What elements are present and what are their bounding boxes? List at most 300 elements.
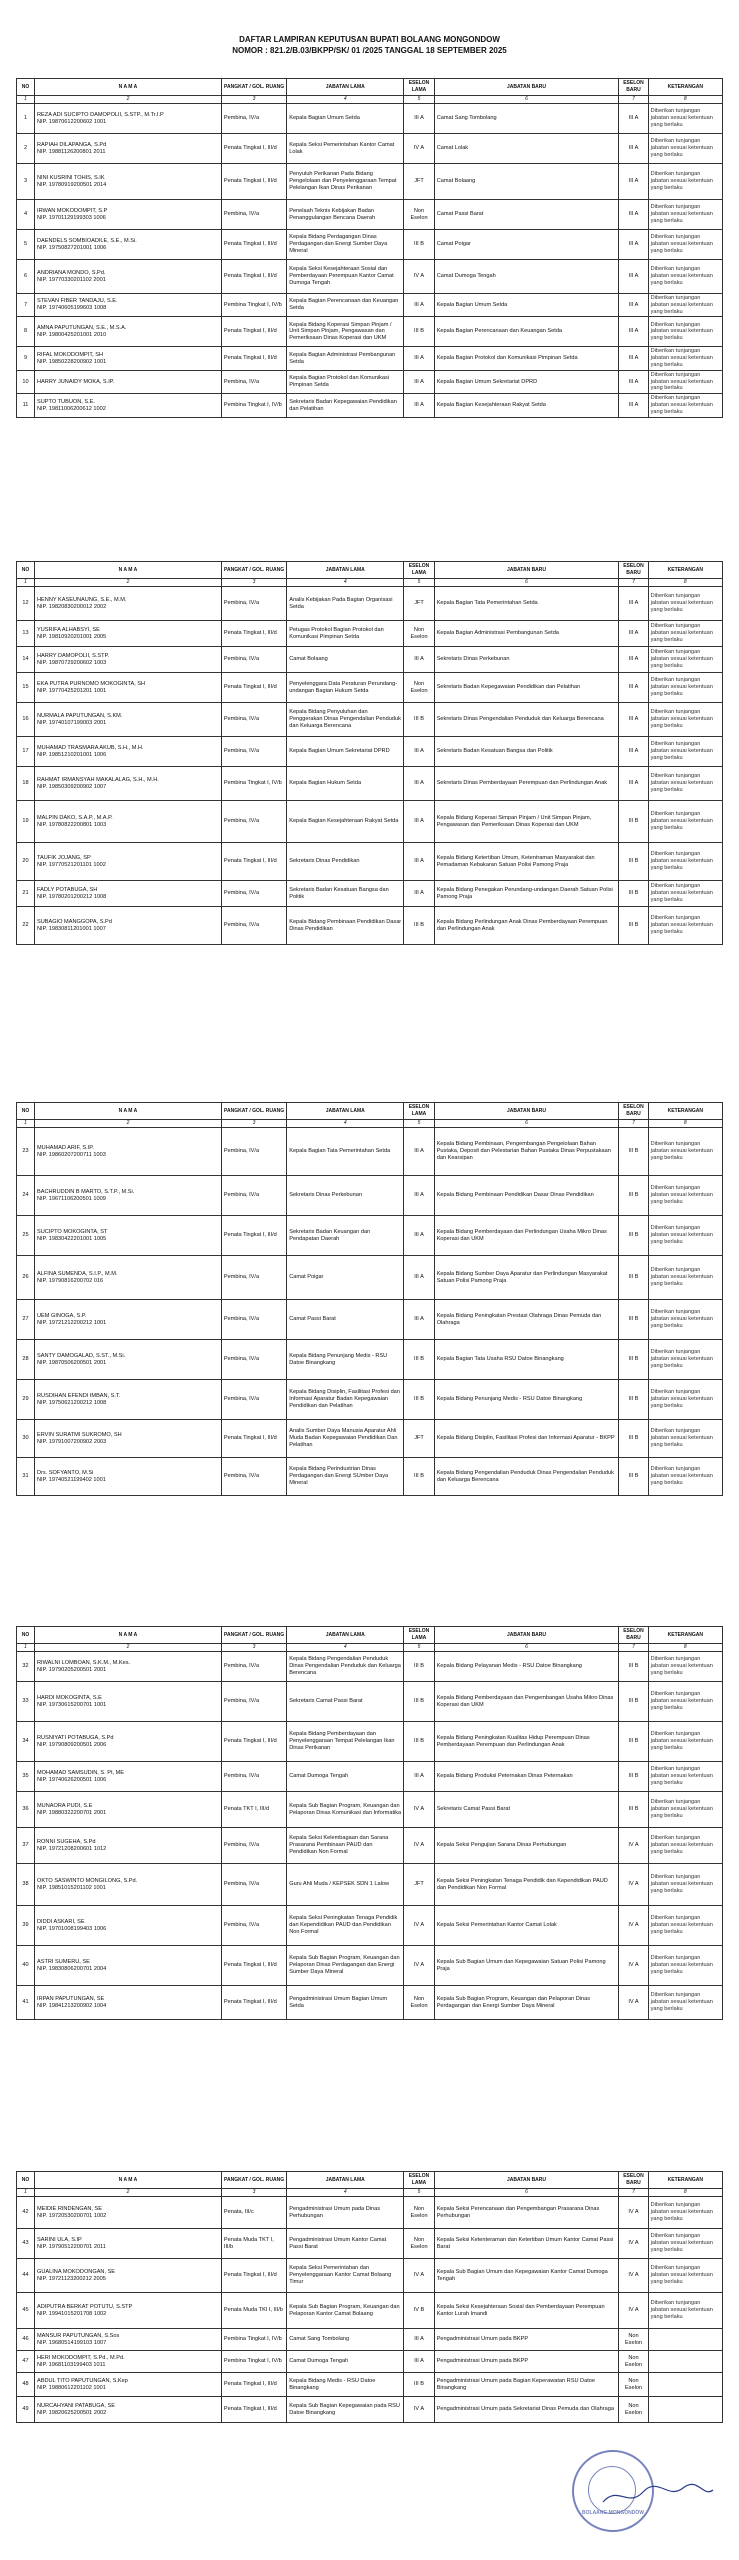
- column-header: ESELON BARU: [619, 562, 648, 579]
- row-number: 34: [17, 1722, 35, 1762]
- old-position: Camat Dumoga Tengah: [287, 2351, 404, 2373]
- new-echelon: IV A: [619, 2293, 648, 2329]
- employee-nip: NIP. 19740107199003 2001: [37, 719, 107, 726]
- employee-nip: NIP. 19810920201001 2005: [37, 633, 107, 640]
- rank-grade: Pembina, IV/a: [221, 200, 286, 230]
- employee-name: ANDRIANA MONDO, S.Pd.: [37, 269, 106, 276]
- column-header: PANGKAT / GOL. RUANG: [221, 1103, 286, 1120]
- employee-nip: NIP. 19750621200212 1008: [37, 1399, 107, 1406]
- new-echelon: III B: [619, 1792, 648, 1828]
- rank-grade: Pembina, IV/a: [221, 703, 286, 737]
- column-header: KETERANGAN: [648, 1103, 722, 1120]
- new-position: Kepala Bidang Perlindungan Anak Dinas Pemberdayaan Perempuan dan Perlindungan Anak: [434, 907, 619, 945]
- old-echelon: JFT: [404, 587, 434, 621]
- table-sheet-3: [16, 1102, 723, 1496]
- table-header-row: [17, 562, 723, 579]
- employee-cell: [35, 673, 222, 703]
- rank-grade: Penata Tingkat I, III/d: [221, 1216, 286, 1256]
- column-number: 1: [17, 579, 35, 587]
- old-echelon: Non Eselon: [404, 2197, 434, 2229]
- employee-name: NURMALA PAPUTUNGAN, S.KM.: [37, 712, 123, 719]
- employee-name: RIWALNI LOMBOAN, S.K.M., M.Kes.: [37, 1659, 131, 1666]
- row-number: 8: [17, 317, 35, 347]
- row-number: 21: [17, 881, 35, 907]
- column-header: ESELON LAMA: [404, 2172, 434, 2189]
- employee-cell: [35, 621, 222, 647]
- employee-nip: NIP. 19780201200212 1008: [37, 893, 107, 900]
- table-row: [17, 2197, 723, 2229]
- employee-nip: NIP. 19820625200501 2002: [37, 2409, 107, 2416]
- old-position: Kepala Bidang Pembinaan Pendidikan Dasar Dinas Pendidikan: [287, 907, 404, 945]
- remarks: Diberikan tunjangan jabatan sesuai ketentuan yang berlaku: [648, 1828, 722, 1864]
- new-echelon: IV A: [619, 1986, 648, 2020]
- column-number: 3: [221, 96, 286, 104]
- remarks: Diberikan tunjangan jabatan sesuai ketentuan yang berlaku: [648, 1762, 722, 1792]
- column-number: 8: [648, 96, 722, 104]
- remarks: Diberikan tunjangan jabatan sesuai ketentuan yang berlaku: [648, 394, 722, 418]
- column-header: JABATAN BARU: [434, 1103, 619, 1120]
- old-position: Kepala Seksi Kelembagaan dan Sarana Prasarana Pembinaan PAUD dan Pendidikan Non Formal: [287, 1828, 404, 1864]
- table-row: [17, 2397, 723, 2423]
- new-echelon: III A: [619, 647, 648, 673]
- column-header: NO: [17, 79, 35, 96]
- column-number: 1: [17, 1120, 35, 1128]
- new-echelon: III B: [619, 1420, 648, 1458]
- column-number: 5: [404, 96, 434, 104]
- employee-name: IRPAN PAPUTUNGAN, SE: [37, 1995, 105, 2002]
- column-number: 6: [434, 96, 619, 104]
- column-number: 4: [287, 2189, 404, 2197]
- row-number: 26: [17, 1256, 35, 1300]
- old-echelon: III A: [404, 1216, 434, 1256]
- employee-name: HERI MOKODOMPIT, S.Pd., M.Pd.: [37, 2354, 125, 2361]
- table-row: [17, 230, 723, 260]
- column-number: 1: [17, 1644, 35, 1652]
- remarks: Diberikan tunjangan jabatan sesuai ketentuan yang berlaku: [648, 907, 722, 945]
- remarks: Diberikan tunjangan jabatan sesuai ketentuan yang berlaku: [648, 1906, 722, 1946]
- employee-name: ALFINA SUMENDA, S.I.P., M.M.: [37, 1270, 118, 1277]
- row-number: 12: [17, 587, 35, 621]
- employee-name: DAENDELS SOMBIOADILE, S.E., M.Si.: [37, 237, 137, 244]
- table-sheet-2: [16, 561, 723, 945]
- employee-name: HARRY DAMOPOLII, S.STP.: [37, 652, 110, 659]
- new-echelon: III A: [619, 134, 648, 164]
- employee-nip: NIP. 19860207200711 1003: [37, 1151, 106, 1158]
- rank-grade: Penata Tingkat I, III/d: [221, 134, 286, 164]
- employee-name: YUSRIFA ALHABSYI, SE: [37, 626, 100, 633]
- table-row: [17, 1986, 723, 2020]
- remarks: Diberikan tunjangan jabatan sesuai ketentuan yang berlaku: [648, 1176, 722, 1216]
- row-number: 23: [17, 1128, 35, 1176]
- old-position: Kepala Bidang Pemberdayaan dan Penyelenggaraan Tempat Pelelangan Ikan Dinas Perikanan: [287, 1722, 404, 1762]
- old-echelon: IV A: [404, 2397, 434, 2423]
- old-position: Camat Sang Tombolang: [287, 2329, 404, 2351]
- remarks: [648, 2397, 722, 2423]
- old-position: Kepala Bidang Medis - RSU Datoe Binangkang: [287, 2373, 404, 2397]
- new-echelon: IV A: [619, 2229, 648, 2259]
- table-row: [17, 1256, 723, 1300]
- employee-name: RAPIAH DILAPANGA, S.Pd: [37, 141, 107, 148]
- rank-grade: Pembina, IV/a: [221, 737, 286, 767]
- column-number: 2: [35, 1644, 222, 1652]
- row-number: 38: [17, 1864, 35, 1906]
- table-row: [17, 703, 723, 737]
- remarks: Diberikan tunjangan jabatan sesuai ketentuan yang berlaku: [648, 1682, 722, 1722]
- employee-cell: [35, 104, 222, 134]
- old-position: Sekretaris Badan Kesatuan Bangsa dan Politik: [287, 881, 404, 907]
- row-number: 6: [17, 260, 35, 294]
- column-number-row: [17, 2189, 723, 2197]
- new-echelon: IV A: [619, 1864, 648, 1906]
- remarks: Diberikan tunjangan jabatan sesuai ketentuan yang berlaku: [648, 1652, 722, 1682]
- new-position: Sekretaris Dinas Perkebunan: [434, 647, 619, 673]
- old-echelon: IV A: [404, 260, 434, 294]
- mutation-table: [16, 1626, 723, 2020]
- mutation-table: [16, 1102, 723, 1496]
- table-row: [17, 1946, 723, 1986]
- old-position: Guru Ahli Muda / KEPSEK SDN 1 Lalow: [287, 1864, 404, 1906]
- remarks: Diberikan tunjangan jabatan sesuai ketentuan yang berlaku: [648, 370, 722, 393]
- employee-name: SUCIPTO MOKOGINTA, ST: [37, 1228, 108, 1235]
- new-position: Kepala Bagian Umum Sekretariat DPRD: [434, 370, 619, 393]
- column-header: ESELON LAMA: [404, 1627, 434, 1644]
- row-number: 40: [17, 1946, 35, 1986]
- old-position: Kepala Seksi Pemerintahan dan Penyelenggaraan Kantor Camat Bolaang Timur: [287, 2259, 404, 2293]
- employee-nip: NIP. 19851210201001 1006: [37, 751, 107, 758]
- new-position: Pengadministrasi Umum pada BKPP: [434, 2351, 619, 2373]
- rank-grade: Pembina, IV/a: [221, 1300, 286, 1340]
- old-echelon: III B: [404, 317, 434, 347]
- old-position: Sekretaris Badan Kepegawaian Pendidikan dan Pelatihan: [287, 394, 404, 418]
- employee-nip: NIP. 19721212200212 1001: [37, 1319, 107, 1326]
- table-row: [17, 1652, 723, 1682]
- signature: [598, 2480, 718, 2510]
- new-echelon: IV A: [619, 2197, 648, 2229]
- employee-cell: [35, 1458, 222, 1496]
- new-echelon: III B: [619, 1722, 648, 1762]
- old-echelon: III A: [404, 1256, 434, 1300]
- column-header: JABATAN BARU: [434, 562, 619, 579]
- column-header: N A M A: [35, 1627, 222, 1644]
- table-row: [17, 1682, 723, 1722]
- new-echelon: III B: [619, 801, 648, 843]
- row-number: 35: [17, 1762, 35, 1792]
- new-position: Sekretaris Badan Kepegawaian Pendidikan dan Pelatihan: [434, 673, 619, 703]
- employee-name: ABDUL TITO PAPUTUNGAN, S.Kep: [37, 2377, 128, 2384]
- row-number: 10: [17, 370, 35, 393]
- table-row: [17, 200, 723, 230]
- remarks: Diberikan tunjangan jabatan sesuai ketentuan yang berlaku: [648, 134, 722, 164]
- employee-cell: [35, 1792, 222, 1828]
- employee-cell: [35, 2229, 222, 2259]
- new-echelon: III A: [619, 200, 648, 230]
- new-echelon: III B: [619, 1682, 648, 1722]
- column-header: JABATAN BARU: [434, 2172, 619, 2189]
- remarks: Diberikan tunjangan jabatan sesuai ketentuan yang berlaku: [648, 621, 722, 647]
- table-row: [17, 2373, 723, 2397]
- old-echelon: Non Eselon: [404, 673, 434, 703]
- remarks: Diberikan tunjangan jabatan sesuai ketentuan yang berlaku: [648, 2259, 722, 2293]
- new-echelon: III A: [619, 317, 648, 347]
- new-echelon: III B: [619, 1340, 648, 1380]
- row-number: 31: [17, 1458, 35, 1496]
- employee-cell: [35, 2351, 222, 2373]
- employee-name: STEVAN FIBER TANDAJU, S.E.: [37, 298, 118, 305]
- new-echelon: III A: [619, 673, 648, 703]
- new-echelon: III A: [619, 737, 648, 767]
- employee-cell: [35, 2293, 222, 2329]
- new-position: Kepala Bidang Pemberdayaan dan Perlindungan Usaha Mikro Dinas Koperasi dan UKM: [434, 1216, 619, 1256]
- table-row: [17, 1300, 723, 1340]
- employee-nip: NIP. 19870729200602 1003: [37, 659, 107, 666]
- employee-nip: NIP. 19721208200601 1012: [37, 1845, 107, 1852]
- table-row: [17, 1722, 723, 1762]
- employee-cell: [35, 1420, 222, 1458]
- old-echelon: III B: [404, 2373, 434, 2397]
- table-row: [17, 394, 723, 418]
- rank-grade: Pembina, IV/a: [221, 1906, 286, 1946]
- column-number: 5: [404, 579, 434, 587]
- column-number: 3: [221, 579, 286, 587]
- old-echelon: JFT: [404, 1420, 434, 1458]
- old-position: Sekretaris Dinas Perkebunan: [287, 1176, 404, 1216]
- old-echelon: III A: [404, 347, 434, 370]
- new-position: Kepala Seksi Ketenteraman dan Ketertiban Umum Kantor Camat Passi Barat: [434, 2229, 619, 2259]
- employee-name: REZA ADI SUCIPTO DAMOPOLII, S.STP., M.Tr.I.P: [37, 111, 164, 118]
- employee-name: RAHMAT IRMANSYAH MAKALALAG, S.H., M.H.: [37, 776, 159, 783]
- employee-cell: [35, 1652, 222, 1682]
- column-header: ESELON BARU: [619, 79, 648, 96]
- table-row: [17, 1864, 723, 1906]
- remarks: Diberikan tunjangan jabatan sesuai ketentuan yang berlaku: [648, 1216, 722, 1256]
- new-position: Kepala Bidang Penunjang Medis - RSU Datoe Binangkang: [434, 1380, 619, 1420]
- employee-nip: NIP. 19791007200902 2003: [37, 1438, 107, 1445]
- table-sheet-5: [16, 2171, 723, 2423]
- remarks: Diberikan tunjangan jabatan sesuai ketentuan yang berlaku: [648, 2197, 722, 2229]
- table-row: [17, 1216, 723, 1256]
- column-number: 5: [404, 1644, 434, 1652]
- new-echelon: III B: [619, 1128, 648, 1176]
- new-echelon: III A: [619, 347, 648, 370]
- employee-nip: NIP. 19800425201001 2010: [37, 331, 107, 338]
- column-header: KETERANGAN: [648, 1627, 722, 1644]
- column-number-row: [17, 579, 723, 587]
- employee-cell: [35, 260, 222, 294]
- new-position: Kepala Sub Bagian Umum dan Kepegawaian Kantor Camat Dumoga Tengah: [434, 2259, 619, 2293]
- old-position: Kepala Seksi Pemerintahan Kantor Camat Lolak: [287, 134, 404, 164]
- remarks: Diberikan tunjangan jabatan sesuai ketentuan yang berlaku: [648, 767, 722, 801]
- column-header: KETERANGAN: [648, 562, 722, 579]
- old-position: Kepala Bagian Umum Sekretariat DPRD: [287, 737, 404, 767]
- column-number: 8: [648, 1120, 722, 1128]
- old-position: Kepala Sub Bagian Kepegawaian pada RSU Datoe Binangkang: [287, 2397, 404, 2423]
- rank-grade: Penata Tingkat I, III/d: [221, 621, 286, 647]
- table-row: [17, 2293, 723, 2329]
- remarks: Diberikan tunjangan jabatan sesuai ketentuan yang berlaku: [648, 1256, 722, 1300]
- new-echelon: III A: [619, 294, 648, 317]
- employee-nip: NIP. 19701129199303 1006: [37, 214, 106, 221]
- column-header: ESELON BARU: [619, 2172, 648, 2189]
- mutation-table: [16, 78, 723, 418]
- rank-grade: Penata Tingkat I, III/d: [221, 347, 286, 370]
- old-echelon: III B: [404, 1458, 434, 1496]
- table-row: [17, 347, 723, 370]
- row-number: 4: [17, 200, 35, 230]
- new-position: Sekretaris Dinas Pengendalian Penduduk dan Keluarga Berencana: [434, 703, 619, 737]
- old-echelon: JFT: [404, 1864, 434, 1906]
- employee-name: SANTY DAMOGALAD, S.ST., M.Si.: [37, 1352, 126, 1359]
- column-header: PANGKAT / GOL. RUANG: [221, 2172, 286, 2189]
- remarks: Diberikan tunjangan jabatan sesuai ketentuan yang berlaku: [648, 881, 722, 907]
- row-number: 2: [17, 134, 35, 164]
- new-echelon: III A: [619, 370, 648, 393]
- table-row: [17, 370, 723, 393]
- old-position: Kepala Bagian Administrasi Pembangunan Setda: [287, 347, 404, 370]
- old-position: Camat Bolaang: [287, 647, 404, 673]
- column-number: 6: [434, 1120, 619, 1128]
- column-header: JABATAN LAMA: [287, 1103, 404, 1120]
- old-echelon: III A: [404, 647, 434, 673]
- employee-name: MEIDIE RINDENGAN, SE: [37, 2205, 102, 2212]
- rank-grade: Pembina, IV/a: [221, 801, 286, 843]
- new-position: Kepala Seksi Pengujian Sarana Dinas Perhubungan: [434, 1828, 619, 1864]
- employee-cell: [35, 164, 222, 200]
- rank-grade: Pembina Tingkat I, IV/b: [221, 294, 286, 317]
- row-number: 22: [17, 907, 35, 945]
- rank-grade: Pembina, IV/a: [221, 1864, 286, 1906]
- table-row: [17, 2351, 723, 2373]
- old-echelon: IV A: [404, 2259, 434, 2293]
- employee-nip: NIP. 19671106200501 1009: [37, 1195, 106, 1202]
- employee-cell: [35, 230, 222, 260]
- table-row: [17, 587, 723, 621]
- rank-grade: Pembina, IV/a: [221, 104, 286, 134]
- old-position: Kepala Seksi Peningkatan Tenaga Pendidik dan Kependidikan PAUD dan Pendidikan Non Formal: [287, 1906, 404, 1946]
- column-header: ESELON BARU: [619, 1627, 648, 1644]
- employee-nip: NIP. 19811006200612 1002: [37, 405, 106, 412]
- column-number: 5: [404, 2189, 434, 2197]
- old-position: Analis Kebijakan Pada Bagian Organisasi Setda: [287, 587, 404, 621]
- employee-cell: [35, 1216, 222, 1256]
- rank-grade: Penata Tingkat I, III/d: [221, 2397, 286, 2423]
- table-row: [17, 260, 723, 294]
- remarks: Diberikan tunjangan jabatan sesuai ketentuan yang berlaku: [648, 2229, 722, 2259]
- rank-grade: Penata Muda TKI I, III/b: [221, 2293, 286, 2329]
- old-position: Kepala Bagian Kesejahteraan Rakyat Setda: [287, 801, 404, 843]
- old-position: Camat Poigar: [287, 1256, 404, 1300]
- employee-name: EKA PUTRA PURNOMO MOKOGINTA, SH: [37, 680, 146, 687]
- employee-cell: [35, 2373, 222, 2397]
- new-position: Kepala Bidang Pemberdayaan dan Pengembangan Usaha Mikro Dinas Koperasi dan UKM: [434, 1682, 619, 1722]
- new-echelon: Non Eselon: [619, 2351, 648, 2373]
- new-position: Kepala Seksi Peningkatan Tenaga Pendidik dan Kependidikan PAUD dan Pendidikan Non Formal: [434, 1864, 619, 1906]
- column-header: N A M A: [35, 2172, 222, 2189]
- employee-cell: [35, 647, 222, 673]
- remarks: Diberikan tunjangan jabatan sesuai ketentuan yang berlaku: [648, 1340, 722, 1380]
- old-echelon: III A: [404, 881, 434, 907]
- new-position: Camat Lolak: [434, 134, 619, 164]
- employee-nip: NIP. 19880322200701 2001: [37, 1809, 107, 1816]
- remarks: Diberikan tunjangan jabatan sesuai ketentuan yang berlaku: [648, 801, 722, 843]
- employee-cell: [35, 317, 222, 347]
- rank-grade: Pembina Tingkat I, IV/b: [221, 2351, 286, 2373]
- table-row: [17, 294, 723, 317]
- old-position: Kepala Bidang Penunjang Medis - RSU Datoe Binangkang: [287, 1340, 404, 1380]
- new-echelon: Non Eselon: [619, 2397, 648, 2423]
- employee-name: RUSNIYATI POTABUGA, S.Pd: [37, 1734, 114, 1741]
- row-number: 47: [17, 2351, 35, 2373]
- column-number: 8: [648, 579, 722, 587]
- table-row: [17, 767, 723, 801]
- old-echelon: III A: [404, 104, 434, 134]
- column-number: 7: [619, 2189, 648, 2197]
- employee-nip: NIP. 19790512200701 2011: [37, 2243, 106, 2250]
- rank-grade: Pembina Tingkat I, IV/b: [221, 2329, 286, 2351]
- table-sheet-1: [16, 78, 723, 418]
- old-echelon: III A: [404, 1176, 434, 1216]
- old-echelon: III A: [404, 1300, 434, 1340]
- remarks: Diberikan tunjangan jabatan sesuai ketentuan yang berlaku: [648, 104, 722, 134]
- row-number: 3: [17, 164, 35, 200]
- table-header-row: [17, 79, 723, 96]
- table-row: [17, 134, 723, 164]
- new-echelon: III A: [619, 164, 648, 200]
- employee-nip: NIP. 19680514199103 1007: [37, 2339, 107, 2346]
- table-row: [17, 621, 723, 647]
- employee-cell: [35, 370, 222, 393]
- new-echelon: III B: [619, 1458, 648, 1496]
- new-position: Pengadministrasi Umum pada Bagian Keperawatan RSU Datoe Binangkang: [434, 2373, 619, 2397]
- new-echelon: IV A: [619, 1906, 648, 1946]
- old-position: Camat Dumoga Tengah: [287, 1762, 404, 1792]
- column-header: N A M A: [35, 79, 222, 96]
- new-echelon: III A: [619, 394, 648, 418]
- row-number: 49: [17, 2397, 35, 2423]
- table-row: [17, 801, 723, 843]
- remarks: Diberikan tunjangan jabatan sesuai ketentuan yang berlaku: [648, 1458, 722, 1496]
- old-echelon: III A: [404, 2351, 434, 2373]
- table-row: [17, 1340, 723, 1380]
- old-position: Pengadministrasi Umum Kantor Camat Passi Barat: [287, 2229, 404, 2259]
- row-number: 30: [17, 1420, 35, 1458]
- row-number: 13: [17, 621, 35, 647]
- rank-grade: Pembina Tingkat I, IV/b: [221, 394, 286, 418]
- old-echelon: III B: [404, 1682, 434, 1722]
- row-number: 44: [17, 2259, 35, 2293]
- new-position: Kepala Bidang Produksi Peternakan Dinas Peternakan: [434, 1762, 619, 1792]
- table-row: [17, 907, 723, 945]
- old-echelon: III A: [404, 1762, 434, 1792]
- new-position: Sekretaris Camat Passi Barat: [434, 1792, 619, 1828]
- old-position: Kepala Bidang Perindustrian Dinas Perdagangan dan Energi SUmber Daya Mineral: [287, 1458, 404, 1496]
- new-position: Kepala Sub Bagian Program, Keuangan dan Pelaporan Dinas Perdagangan dan Energi Sumber Daya Mineral: [434, 1986, 619, 2020]
- employee-cell: [35, 1864, 222, 1906]
- document-number: NOMOR : 821.2/B.03/BKPP/SK/ 01 /2025 TANGGAL 18 SEPTEMBER 2025: [232, 46, 507, 55]
- document-header: [0, 34, 739, 56]
- remarks: Diberikan tunjangan jabatan sesuai ketentuan yang berlaku: [648, 1380, 722, 1420]
- table-row: [17, 1128, 723, 1176]
- remarks: Diberikan tunjangan jabatan sesuai ketentuan yang berlaku: [648, 1420, 722, 1458]
- rank-grade: Penata Tingkat I, III/d: [221, 1420, 286, 1458]
- employee-name: DIDDI ASKARI, SE: [37, 1918, 85, 1925]
- new-echelon: III B: [619, 1176, 648, 1216]
- employee-nip: NIP. 19790205200501 2001: [37, 1666, 107, 1673]
- column-number: 4: [287, 579, 404, 587]
- table-row: [17, 673, 723, 703]
- remarks: Diberikan tunjangan jabatan sesuai ketentuan yang berlaku: [648, 843, 722, 881]
- old-position: Kepala Bidang Pengendalian Penduduk Dinas Pengendalian Penduduk dan Keluarga Berencana: [287, 1652, 404, 1682]
- new-position: Camat Poigar: [434, 230, 619, 260]
